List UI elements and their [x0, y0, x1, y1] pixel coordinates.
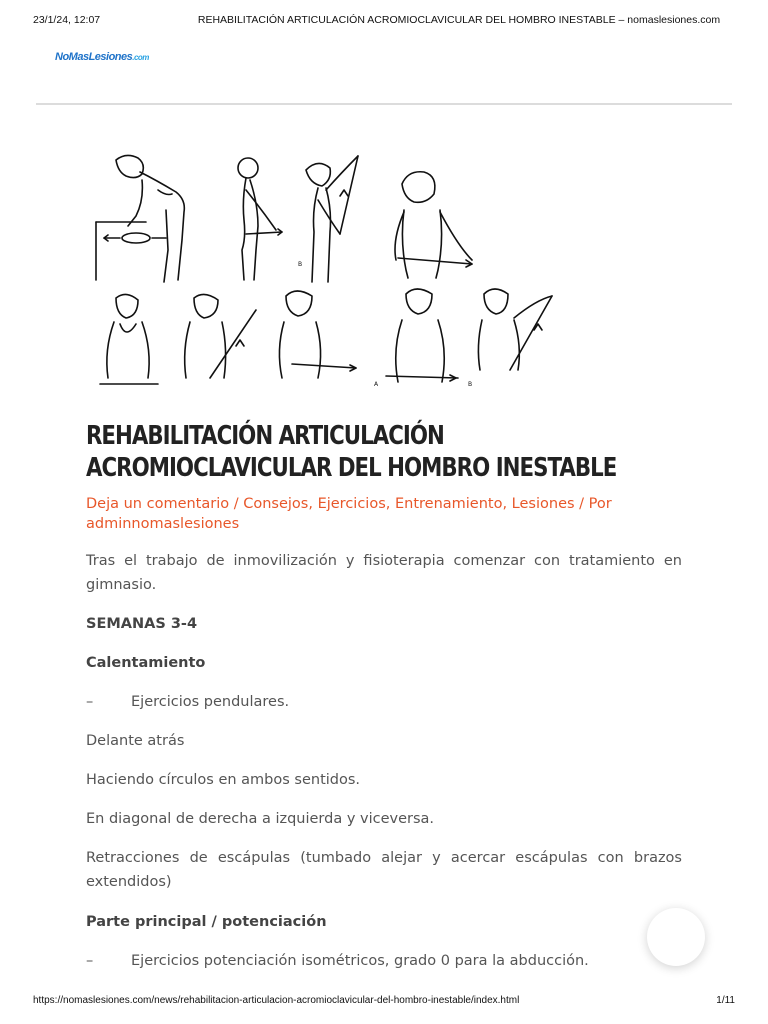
figure-front-band — [395, 172, 472, 278]
site-logo[interactable] — [55, 51, 149, 63]
retractions-paragraph: Retracciones de escápulas (tumbado alejar y acercar escápulas con brazos extendidos) — [86, 850, 682, 890]
figure-row2-diagonal — [478, 289, 552, 370]
article-hero-image — [86, 150, 576, 395]
list-dash-2: – — [86, 953, 94, 969]
logo-part-com: .com — [132, 53, 149, 62]
figure-side-stance — [238, 158, 282, 280]
warmup-heading: Calentamiento — [86, 655, 206, 671]
print-footer-url: https://nomaslesiones.com/news/rehabilitacion-articulacion-acromioclavicular-del-hombro-inestable/index.html — [33, 995, 520, 1006]
print-header — [33, 14, 735, 28]
author-link[interactable]: adminnomaslesiones — [86, 516, 240, 532]
diagonal-line: En diagonal de derecha a izquierda y viceversa. — [86, 811, 435, 827]
article-title-line2: ACROMIOCLAVICULAR DEL HOMBRO INESTABLE — [86, 453, 617, 483]
figure-band-overhead — [298, 156, 358, 282]
article-title — [86, 420, 676, 484]
circles-line: Haciendo círculos en ambos sentidos. — [86, 772, 361, 788]
article-meta — [86, 494, 682, 534]
meta-separator-2: / Por — [574, 496, 612, 512]
main-part-heading: Parte principal / potenciación — [86, 914, 327, 930]
list-dash: – — [86, 694, 94, 710]
article-title-line1: REHABILITACIÓN ARTICULACIÓN — [86, 421, 444, 451]
front-back-line: Delante atrás — [86, 733, 185, 749]
figure-pendulum — [96, 155, 184, 282]
figure-row2-side-band — [185, 294, 256, 378]
print-page-title: REHABILITACIÓN ARTICULACIÓN ACROMIOCLAVICULAR DEL HOMBRO INESTABLE – nomaslesiones.com — [197, 14, 721, 26]
figure-row2-front-pull — [374, 289, 472, 388]
pendular-text: Ejercicios pendulares. — [131, 694, 290, 710]
logo-part-nomas: NoMas — [55, 51, 89, 63]
figure-row2-back — [100, 294, 158, 384]
figure-row2-front-rotate — [279, 291, 356, 378]
meta-separator-1: / — [229, 496, 244, 512]
label-b-1: B — [298, 261, 303, 268]
exercise-illustrations — [86, 150, 576, 395]
comment-link[interactable]: Deja un comentario — [86, 496, 230, 512]
print-datetime: 23/1/24, 12:07 — [33, 14, 101, 26]
label-a: A — [374, 381, 379, 388]
logo-part-lesiones: Lesiones — [88, 51, 133, 63]
isometric-text: Ejercicios potenciación isométricos, grado 0 para la abducción. — [131, 953, 589, 969]
intro-paragraph: Tras el trabajo de inmovilización y fisioterapia comenzar con tratamiento en gimnasio. — [86, 553, 682, 593]
print-footer — [33, 995, 735, 1009]
weeks-heading: SEMANAS 3-4 — [86, 616, 198, 632]
print-page-number: 1/11 — [716, 995, 735, 1006]
header-divider — [36, 103, 732, 105]
floating-action-button[interactable] — [647, 908, 705, 966]
category-links[interactable]: Consejos, Ejercicios, Entrenamiento, Lesiones — [243, 496, 575, 512]
label-b-2: B — [468, 381, 473, 388]
isometric-item — [86, 949, 682, 973]
pendular-item — [86, 690, 682, 714]
